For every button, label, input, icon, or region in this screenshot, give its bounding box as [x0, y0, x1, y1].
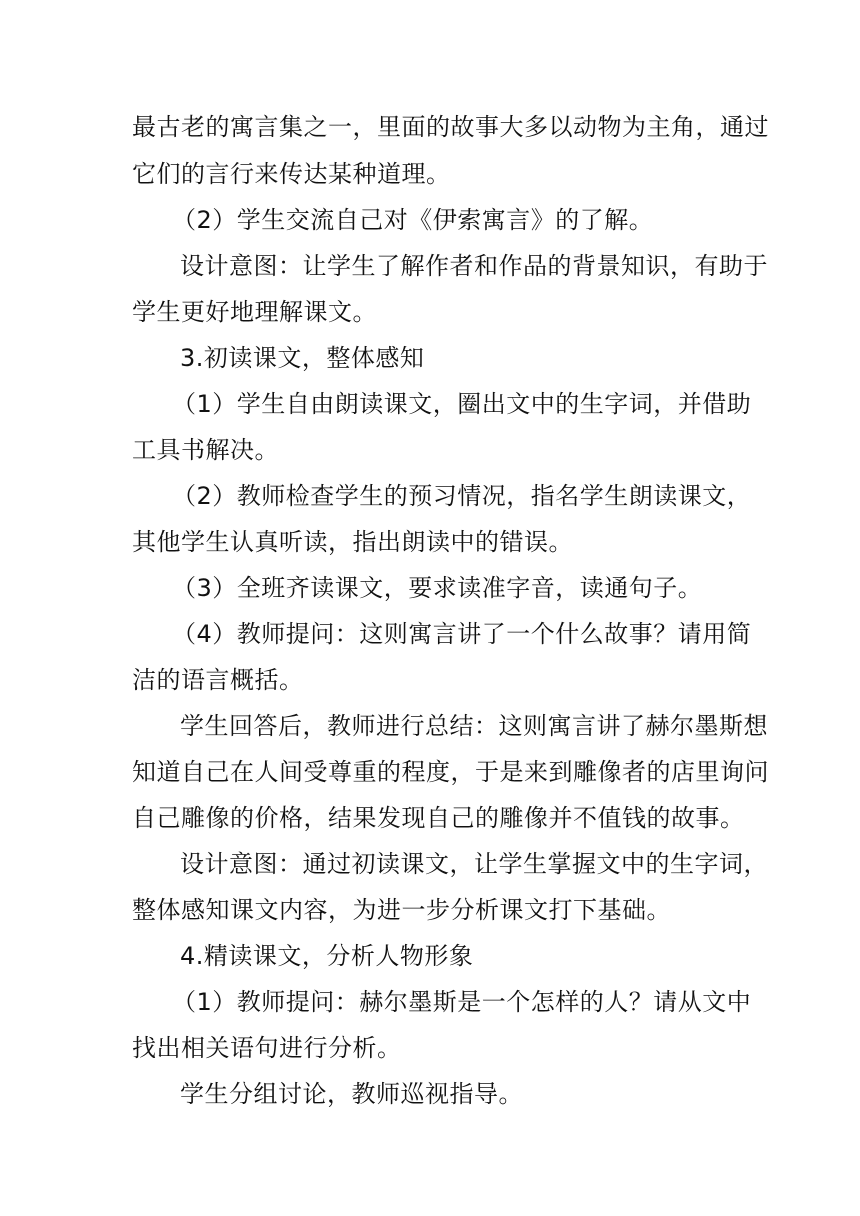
text-line: 它们的言行来传达某种道理。	[132, 160, 451, 188]
text-line: 学生分组讨论，教师巡视指导。	[180, 1080, 523, 1108]
text-line: 自己雕像的价格，结果发现自己的雕像并不值钱的故事。	[132, 804, 745, 832]
text-line: （1）学生自由朗读课文，圈出文中的生字词，并借助	[172, 390, 752, 418]
text-line: 设计意图：通过初读课文，让学生掌握文中的生字词，	[180, 850, 768, 878]
text-line: （4）教师提问：这则寓言讲了一个什么故事？请用简	[172, 620, 752, 648]
text-line: 学生更好地理解课文。	[132, 298, 377, 326]
section-heading: 3.初读课文，整体感知	[180, 344, 425, 372]
text-line: 最古老的寓言集之一，里面的故事大多以动物为主角，通过	[132, 113, 769, 141]
text-line: 找出相关语句进行分析。	[132, 1034, 402, 1062]
text-line: （2）教师检查学生的预习情况，指名学生朗读课文，	[172, 482, 752, 510]
text-line: 其他学生认真听读，指出朗读中的错误。	[132, 528, 573, 556]
section-heading: 4.精读课文，分析人物形象	[180, 942, 474, 970]
text-line: 知道自己在人间受尊重的程度，于是来到雕像者的店里询问	[132, 758, 769, 786]
text-line: 学生回答后，教师进行总结：这则寓言讲了赫尔墨斯想	[180, 712, 768, 740]
text-line: （2）学生交流自己对《伊索寓言》的了解。	[172, 206, 654, 234]
text-line: （3）全班齐读课文，要求读准字音，读通句子。	[172, 574, 703, 602]
text-line: （1）教师提问：赫尔墨斯是一个怎样的人？请从文中	[172, 988, 752, 1016]
text-line: 工具书解决。	[132, 436, 279, 464]
text-line: 设计意图：让学生了解作者和作品的背景知识，有助于	[180, 252, 768, 280]
text-line: 洁的语言概括。	[132, 666, 304, 694]
text-line: 整体感知课文内容，为进一步分析课文打下基础。	[132, 896, 671, 924]
